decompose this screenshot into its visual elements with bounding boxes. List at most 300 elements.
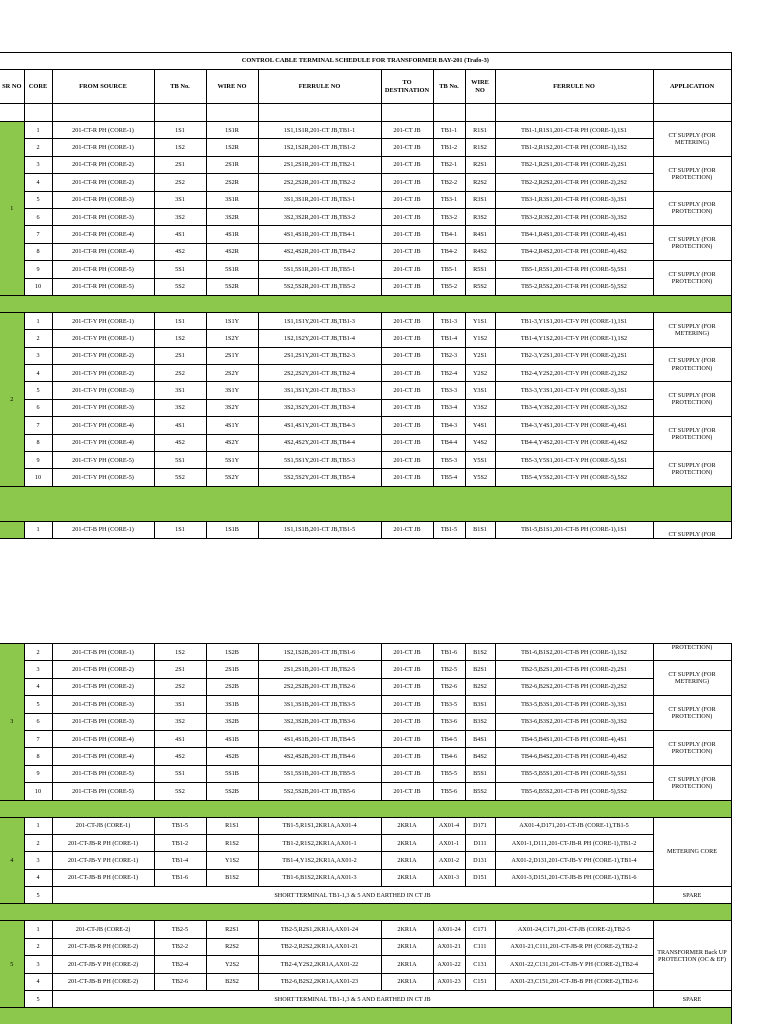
to-destination: 201-CT JB — [381, 174, 433, 191]
wire-no-dest: R2S2 — [465, 174, 495, 191]
tb-no: 1S2 — [154, 644, 206, 661]
header-to-destination: TO DESTINATION — [381, 70, 433, 104]
core: 2 — [24, 644, 52, 661]
core: 8 — [24, 748, 52, 765]
core: 9 — [24, 765, 52, 782]
tb-no-dest: TB2-1 — [433, 156, 465, 173]
application: CT SUPPLY (FOR PROTECTION) — [653, 452, 731, 487]
header-wire-no-2: WIRE NO — [465, 70, 495, 104]
ferrule-no-dest: TB3-4,Y3S2,201-CT-Y PH (CORE-3),3S2 — [495, 399, 653, 416]
wire-no-dest: Y3S2 — [465, 399, 495, 416]
from-source: 201-CT-R PH (CORE-2) — [52, 174, 154, 191]
header-ferrule-no-2: FERRULE NO — [495, 70, 653, 104]
ferrule-no: 4S2,4S2B,201-CT JB,TB4-6 — [258, 748, 381, 765]
table-row — [0, 191, 731, 208]
wire-no: 2S1R — [206, 156, 258, 173]
core: 1 — [24, 817, 52, 834]
core: 3 — [24, 956, 52, 973]
tb-no-dest: TB4-6 — [433, 748, 465, 765]
wire-no-dest: C111 — [465, 938, 495, 955]
table-row — [0, 452, 731, 469]
wire-no-dest: B2S2 — [465, 678, 495, 695]
to-destination: 201-CT JB — [381, 122, 433, 139]
document-page-1 — [0, 52, 768, 540]
from-source: 201-CT-R PH (CORE-2) — [52, 156, 154, 173]
ferrule-no: TB1-2,R1S2,2KR1A,AX01-1 — [258, 834, 381, 851]
ferrule-no: 2S1,2S1B,201-CT JB,TB2-5 — [258, 661, 381, 678]
tb-no-dest: TB4-5 — [433, 730, 465, 747]
application: CT SUPPLY (FOR PROTECTION) — [653, 382, 731, 417]
ferrule-no-dest: TB5-4,Y5S2,201-CT-Y PH (CORE-5),5S2 — [495, 469, 653, 486]
tb-no: 2S2 — [154, 365, 206, 382]
core: 4 — [24, 973, 52, 990]
tb-no-dest: TB4-1 — [433, 226, 465, 243]
schedule-table-page-2 — [0, 643, 732, 1024]
table-row — [0, 261, 731, 278]
to-destination: 201-CT JB — [381, 261, 433, 278]
ferrule-no-dest: TB4-3,Y4S1,201-CT-Y PH (CORE-4),4S1 — [495, 417, 653, 434]
tb-no: 5S2 — [154, 278, 206, 295]
core: 5 — [24, 382, 52, 399]
tb-no-dest: TB2-5 — [433, 661, 465, 678]
wire-no: 2S1B — [206, 661, 258, 678]
ferrule-no-dest: TB1-6,B1S2,201-CT-B PH (CORE-1),1S2 — [495, 644, 653, 661]
ferrule-no: TB1-4,Y1S2,2KR1A,AX01-2 — [258, 852, 381, 869]
from-source: 201-CT-JB-B PH (CORE-2) — [52, 973, 154, 990]
wire-no-dest: D131 — [465, 852, 495, 869]
tb-no-dest: TB1-6 — [433, 644, 465, 661]
tb-no-dest: TB3-2 — [433, 208, 465, 225]
wire-no: 5S1B — [206, 765, 258, 782]
to-destination: 201-CT JB — [381, 312, 433, 329]
wire-no: 3S2Y — [206, 399, 258, 416]
tb-no: TB2-6 — [154, 973, 206, 990]
wire-no-dest: Y2S1 — [465, 347, 495, 364]
table-row — [0, 417, 731, 434]
wire-no: R1S1 — [206, 817, 258, 834]
ferrule-no-dest: TB2-1,R2S1,201-CT-R PH (CORE-2),2S1 — [495, 156, 653, 173]
wire-no-dest: Y5S1 — [465, 452, 495, 469]
to-destination: 2KR1A — [381, 938, 433, 955]
ferrule-no-dest: TB3-5,B3S1,201-CT-B PH (CORE-3),3S1 — [495, 696, 653, 713]
ferrule-no: 4S1,4S1Y,201-CT JB,TB4-3 — [258, 417, 381, 434]
schedule-table-page-1 — [0, 52, 732, 539]
ferrule-no: 1S2,1S2Y,201-CT JB,TB1-4 — [258, 330, 381, 347]
core: 8 — [24, 434, 52, 451]
table-row — [0, 278, 731, 295]
tb-no-dest: TB5-6 — [433, 783, 465, 800]
ferrule-no: 2S1,2S1Y,201-CT JB,TB2-3 — [258, 347, 381, 364]
core: 4 — [24, 365, 52, 382]
ferrule-no: 2S1,2S1R,201-CT JB,TB2-1 — [258, 156, 381, 173]
to-destination: 2KR1A — [381, 869, 433, 886]
header-application: APPLICATION — [653, 70, 731, 104]
tb-no-dest: TB1-5 — [433, 521, 465, 538]
tb-no: 1S1 — [154, 122, 206, 139]
from-source: 201-CT-Y PH (CORE-1) — [52, 330, 154, 347]
ferrule-no-dest: AX01-2,D131,201-CT-JB-Y PH (CORE-1),TB1-4 — [495, 852, 653, 869]
tb-no-dest: TB5-1 — [433, 261, 465, 278]
short-terminal-note: SHORT TERMINAL TB1-1,3 & 5 AND EARTHED IN CT JB — [52, 887, 653, 904]
tb-no: TB1-4 — [154, 852, 206, 869]
core: 9 — [24, 261, 52, 278]
tb-no: TB1-2 — [154, 834, 206, 851]
wire-no: 2S2B — [206, 678, 258, 695]
core: 8 — [24, 243, 52, 260]
tb-no: 2S2 — [154, 678, 206, 695]
table-row — [0, 869, 731, 886]
wire-no: 3S1R — [206, 191, 258, 208]
core: 1 — [24, 921, 52, 938]
tb-no: TB1-5 — [154, 817, 206, 834]
wire-no: 2S2Y — [206, 365, 258, 382]
header-wire-no: WIRE NO — [206, 70, 258, 104]
table-row — [0, 748, 731, 765]
sr-no: 3 — [0, 644, 24, 801]
from-source: 201-CT-B PH (CORE-5) — [52, 765, 154, 782]
from-source: 201-CT-Y PH (CORE-1) — [52, 312, 154, 329]
tb-no: 3S1 — [154, 382, 206, 399]
core: 2 — [24, 139, 52, 156]
table-row — [0, 713, 731, 730]
from-source: 201-CT-Y PH (CORE-4) — [52, 417, 154, 434]
ferrule-no-dest: TB2-2,R2S2,201-CT-R PH (CORE-2),2S2 — [495, 174, 653, 191]
tb-no: 4S2 — [154, 434, 206, 451]
wire-no: R2S1 — [206, 921, 258, 938]
ferrule-no: 5S2,5S2Y,201-CT JB,TB5-4 — [258, 469, 381, 486]
ferrule-no: 1S1,1S1B,201-CT JB,TB1-5 — [258, 521, 381, 538]
from-source: 201-CT-B PH (CORE-5) — [52, 783, 154, 800]
tb-no-dest: TB1-1 — [433, 122, 465, 139]
to-destination: 201-CT JB — [381, 696, 433, 713]
tb-no-dest: TB3-5 — [433, 696, 465, 713]
wire-no: 4S2R — [206, 243, 258, 260]
tb-no: 4S2 — [154, 748, 206, 765]
to-destination: 201-CT JB — [381, 661, 433, 678]
application: CT SUPPLY (FOR METERING) — [653, 312, 731, 347]
tb-no-dest: TB2-3 — [433, 347, 465, 364]
application: CT SUPPLY (FOR PROTECTION) — [653, 765, 731, 800]
to-destination: 201-CT JB — [381, 382, 433, 399]
core: 6 — [24, 399, 52, 416]
core: 6 — [24, 713, 52, 730]
ferrule-no: 2S2,2S2B,201-CT JB,TB2-6 — [258, 678, 381, 695]
wire-no-dest: B4S2 — [465, 748, 495, 765]
tb-no-dest: AX01-2 — [433, 852, 465, 869]
ferrule-no-dest: TB1-4,Y1S2,201-CT-Y PH (CORE-1),1S2 — [495, 330, 653, 347]
ferrule-no: TB1-6,B1S2,2KR1A,AX01-3 — [258, 869, 381, 886]
wire-no: 1S1Y — [206, 312, 258, 329]
core: 2 — [24, 938, 52, 955]
from-source: 201-CT-JB (CORE-1) — [52, 817, 154, 834]
wire-no-dest: C131 — [465, 956, 495, 973]
table-row — [0, 852, 731, 869]
tb-no-dest: TB2-6 — [433, 678, 465, 695]
ferrule-no-dest: AX01-21,C111,201-CT-JB-R PH (CORE-2),TB2-2 — [495, 938, 653, 955]
from-source: 201-CT-Y PH (CORE-5) — [52, 452, 154, 469]
tb-no-dest: AX01-23 — [433, 973, 465, 990]
ferrule-no-dest: AX01-3,D151,201-CT-JB-B PH (CORE-1),TB1-6 — [495, 869, 653, 886]
wire-no-dest: R1S1 — [465, 122, 495, 139]
ferrule-no-dest: TB1-1,R1S1,201-CT-R PH (CORE-1),1S1 — [495, 122, 653, 139]
document-page-2 — [0, 643, 768, 1024]
core: 6 — [24, 208, 52, 225]
table-row — [0, 921, 731, 938]
from-source: 201-CT-B PH (CORE-1) — [52, 521, 154, 538]
from-source: 201-CT-B PH (CORE-2) — [52, 678, 154, 695]
to-destination: 201-CT JB — [381, 330, 433, 347]
wire-no: 5S1Y — [206, 452, 258, 469]
tb-no-dest: TB3-3 — [433, 382, 465, 399]
core: 7 — [24, 730, 52, 747]
tb-no: TB2-4 — [154, 956, 206, 973]
sr-no: 1 — [0, 122, 24, 296]
tb-no-dest: TB4-4 — [433, 434, 465, 451]
tb-no: 2S1 — [154, 156, 206, 173]
core: 10 — [24, 278, 52, 295]
core: 3 — [24, 347, 52, 364]
ferrule-no-dest: TB5-5,B5S1,201-CT-B PH (CORE-5),5S1 — [495, 765, 653, 782]
ferrule-no: 2S2,2S2R,201-CT JB,TB2-2 — [258, 174, 381, 191]
application: CT SUPPLY (FOR PROTECTION) — [653, 226, 731, 261]
document-title: CONTROL CABLE TERMINAL SCHEDULE FOR TRANSFORMER BAY-201 (Trafo-3) — [0, 53, 731, 70]
table-row — [0, 834, 731, 851]
table-row — [0, 765, 731, 782]
ferrule-no: 5S2,5S2R,201-CT JB,TB5-2 — [258, 278, 381, 295]
to-destination: 201-CT JB — [381, 434, 433, 451]
tb-no: 5S1 — [154, 261, 206, 278]
wire-no: 4S2B — [206, 748, 258, 765]
core: 5 — [24, 191, 52, 208]
ferrule-no: 2S2,2S2Y,201-CT JB,TB2-4 — [258, 365, 381, 382]
wire-no-dest: B1S2 — [465, 644, 495, 661]
table-row — [0, 312, 731, 329]
to-destination: 201-CT JB — [381, 156, 433, 173]
wire-no-dest: Y5S2 — [465, 469, 495, 486]
table-row — [0, 399, 731, 416]
tb-no: 3S2 — [154, 208, 206, 225]
application: CT SUPPLY (FOR PROTECTION) — [653, 156, 731, 191]
ferrule-no: 3S1,3S1Y,201-CT JB,TB3-3 — [258, 382, 381, 399]
ferrule-no-dest: AX01-23,C151,201-CT-JB-B PH (CORE-2),TB2-6 — [495, 973, 653, 990]
from-source: 201-CT-R PH (CORE-3) — [52, 191, 154, 208]
application: TRANSFORMER Back UP PROTECTION (OC & EF) — [653, 921, 731, 991]
wire-no-dest: C171 — [465, 921, 495, 938]
tb-no: 1S1 — [154, 521, 206, 538]
table-row — [0, 174, 731, 191]
from-source: 201-CT-JB (CORE-2) — [52, 921, 154, 938]
wire-no: 2S2R — [206, 174, 258, 191]
from-source: 201-CT-JB-R PH (CORE-1) — [52, 834, 154, 851]
to-destination: 201-CT JB — [381, 226, 433, 243]
table-row — [0, 122, 731, 139]
from-source: 201-CT-R PH (CORE-5) — [52, 278, 154, 295]
wire-no: 3S2R — [206, 208, 258, 225]
tb-no: 5S2 — [154, 469, 206, 486]
ferrule-no-dest: TB3-3,Y3S1,201-CT-Y PH (CORE-3),3S1 — [495, 382, 653, 399]
to-destination: 201-CT JB — [381, 139, 433, 156]
to-destination: 201-CT JB — [381, 417, 433, 434]
tb-no-dest: AX01-1 — [433, 834, 465, 851]
tb-no-dest: AX01-24 — [433, 921, 465, 938]
tb-no-dest: TB4-3 — [433, 417, 465, 434]
application: METERING CORE — [653, 817, 731, 887]
wire-no-dest: Y3S1 — [465, 382, 495, 399]
core: 4 — [24, 869, 52, 886]
to-destination: 201-CT JB — [381, 469, 433, 486]
tb-no-dest: TB4-2 — [433, 243, 465, 260]
wire-no: 3S1B — [206, 696, 258, 713]
ferrule-no: 3S1,3S1B,201-CT JB,TB3-5 — [258, 696, 381, 713]
tb-no: 1S1 — [154, 312, 206, 329]
tb-no-dest: AX01-3 — [433, 869, 465, 886]
tb-no-dest: TB5-4 — [433, 469, 465, 486]
tb-no: 3S1 — [154, 191, 206, 208]
wire-no: 1S2B — [206, 644, 258, 661]
wire-no: 4S2Y — [206, 434, 258, 451]
core: 5 — [24, 887, 52, 904]
from-source: 201-CT-Y PH (CORE-3) — [52, 399, 154, 416]
application: CT SUPPLY (FOR PROTECTION) — [653, 261, 731, 296]
tb-no-dest: TB5-5 — [433, 765, 465, 782]
tb-no: 5S1 — [154, 765, 206, 782]
wire-no-dest: R1S2 — [465, 139, 495, 156]
wire-no-dest: B3S1 — [465, 696, 495, 713]
tb-no-dest: TB5-2 — [433, 278, 465, 295]
ferrule-no: TB2-5,R2S1,2KR1A,AX01-24 — [258, 921, 381, 938]
core: 3 — [24, 156, 52, 173]
application-spare: SPARE — [653, 991, 731, 1008]
to-destination: 2KR1A — [381, 956, 433, 973]
wire-no-dest: Y4S1 — [465, 417, 495, 434]
core: 7 — [24, 226, 52, 243]
table-row — [0, 226, 731, 243]
wire-no-dest: Y1S2 — [465, 330, 495, 347]
to-destination: 201-CT JB — [381, 644, 433, 661]
ferrule-no-dest: TB4-2,R4S2,201-CT-R PH (CORE-4),4S2 — [495, 243, 653, 260]
from-source: 201-CT-Y PH (CORE-3) — [52, 382, 154, 399]
header-ferrule-no: FERRULE NO — [258, 70, 381, 104]
ferrule-no-dest: TB4-5,B4S1,201-CT-B PH (CORE-4),4S1 — [495, 730, 653, 747]
from-source: 201-CT-R PH (CORE-4) — [52, 243, 154, 260]
to-destination: 201-CT JB — [381, 365, 433, 382]
header-tb-no-2: TB No. — [433, 70, 465, 104]
ferrule-no-dest: TB2-5,B2S1,201-CT-B PH (CORE-2),2S1 — [495, 661, 653, 678]
to-destination: 2KR1A — [381, 852, 433, 869]
ferrule-no-dest: TB2-3,Y2S1,201-CT-Y PH (CORE-2),2S1 — [495, 347, 653, 364]
core: 5 — [24, 991, 52, 1008]
core: 10 — [24, 469, 52, 486]
table-row — [0, 243, 731, 260]
to-destination: 201-CT JB — [381, 278, 433, 295]
table-row — [0, 783, 731, 800]
ferrule-no-dest: TB1-5,B1S1,201-CT-B PH (CORE-1),1S1 — [495, 521, 653, 538]
to-destination: 201-CT JB — [381, 347, 433, 364]
tb-no: 2S1 — [154, 661, 206, 678]
from-source: 201-CT-Y PH (CORE-2) — [52, 365, 154, 382]
header-sr-no: SR NO — [0, 70, 24, 104]
wire-no-dest: D111 — [465, 834, 495, 851]
group-separator — [0, 295, 731, 312]
table-row — [0, 156, 731, 173]
table-row — [0, 365, 731, 382]
wire-no-dest: R5S2 — [465, 278, 495, 295]
ferrule-no: 3S2,3S2R,201-CT JB,TB3-2 — [258, 208, 381, 225]
from-source: 201-CT-B PH (CORE-3) — [52, 713, 154, 730]
from-source: 201-CT-B PH (CORE-1) — [52, 644, 154, 661]
wire-no: 2S1Y — [206, 347, 258, 364]
to-destination: 201-CT JB — [381, 243, 433, 260]
wire-no-dest: R5S1 — [465, 261, 495, 278]
ferrule-no: 4S2,4S2R,201-CT JB,TB4-2 — [258, 243, 381, 260]
to-destination: 201-CT JB — [381, 783, 433, 800]
ferrule-no-dest: TB3-6,B3S2,201-CT-B PH (CORE-3),3S2 — [495, 713, 653, 730]
core: 10 — [24, 783, 52, 800]
table-row — [0, 469, 731, 486]
tb-no: TB1-6 — [154, 869, 206, 886]
core: 1 — [24, 312, 52, 329]
tb-no: 3S1 — [154, 696, 206, 713]
application-spare: SPARE — [653, 887, 731, 904]
tb-no-dest: TB2-4 — [433, 365, 465, 382]
blank-row — [0, 104, 731, 122]
ferrule-no: TB2-4,Y2S2,2KR1A,AX01-22 — [258, 956, 381, 973]
core: 1 — [24, 521, 52, 538]
ferrule-no: 3S2,3S2Y,201-CT JB,TB3-4 — [258, 399, 381, 416]
ferrule-no-dest: TB1-3,Y1S1,201-CT-Y PH (CORE-1),1S1 — [495, 312, 653, 329]
wire-no: 3S1Y — [206, 382, 258, 399]
tb-no-dest: AX01-4 — [433, 817, 465, 834]
wire-no: 4S1R — [206, 226, 258, 243]
table-row — [0, 644, 731, 661]
ferrule-no: 1S1,1S1Y,201-CT JB,TB1-3 — [258, 312, 381, 329]
from-source: 201-CT-R PH (CORE-1) — [52, 139, 154, 156]
to-destination: 2KR1A — [381, 921, 433, 938]
wire-no-dest: B5S2 — [465, 783, 495, 800]
tb-no-dest: TB1-4 — [433, 330, 465, 347]
wire-no-dest: D171 — [465, 817, 495, 834]
ferrule-no-dest: TB3-1,R3S1,201-CT-R PH (CORE-3),3S1 — [495, 191, 653, 208]
short-terminal-row — [0, 887, 731, 904]
ferrule-no-dest: TB2-6,B2S2,201-CT-B PH (CORE-2),2S2 — [495, 678, 653, 695]
wire-no: R2S2 — [206, 938, 258, 955]
application: CT SUPPLY (FOR PROTECTION) — [653, 417, 731, 452]
core: 4 — [24, 678, 52, 695]
tb-no: 1S2 — [154, 139, 206, 156]
wire-no-dest: Y4S2 — [465, 434, 495, 451]
wire-no: 4S1B — [206, 730, 258, 747]
from-source: 201-CT-B PH (CORE-3) — [52, 696, 154, 713]
wire-no: Y2S2 — [206, 956, 258, 973]
wire-no: 1S1R — [206, 122, 258, 139]
ferrule-no: TB1-5,R1S1,2KR1A,AX01-4 — [258, 817, 381, 834]
wire-no: B2S2 — [206, 973, 258, 990]
to-destination: 201-CT JB — [381, 713, 433, 730]
to-destination: 2KR1A — [381, 834, 433, 851]
ferrule-no-dest: TB5-6,B5S2,201-CT-B PH (CORE-5),5S2 — [495, 783, 653, 800]
from-source: 201-CT-R PH (CORE-4) — [52, 226, 154, 243]
table-row — [0, 139, 731, 156]
tb-no: 3S2 — [154, 399, 206, 416]
tb-no-dest: TB3-4 — [433, 399, 465, 416]
ferrule-no: TB2-6,B2S2,2KR1A,AX01-23 — [258, 973, 381, 990]
sr-no — [0, 521, 24, 538]
core: 9 — [24, 452, 52, 469]
tb-no: 2S1 — [154, 347, 206, 364]
ferrule-no-dest: TB4-4,Y4S2,201-CT-Y PH (CORE-4),4S2 — [495, 434, 653, 451]
from-source: 201-CT-B PH (CORE-2) — [52, 661, 154, 678]
tb-no: 4S1 — [154, 730, 206, 747]
